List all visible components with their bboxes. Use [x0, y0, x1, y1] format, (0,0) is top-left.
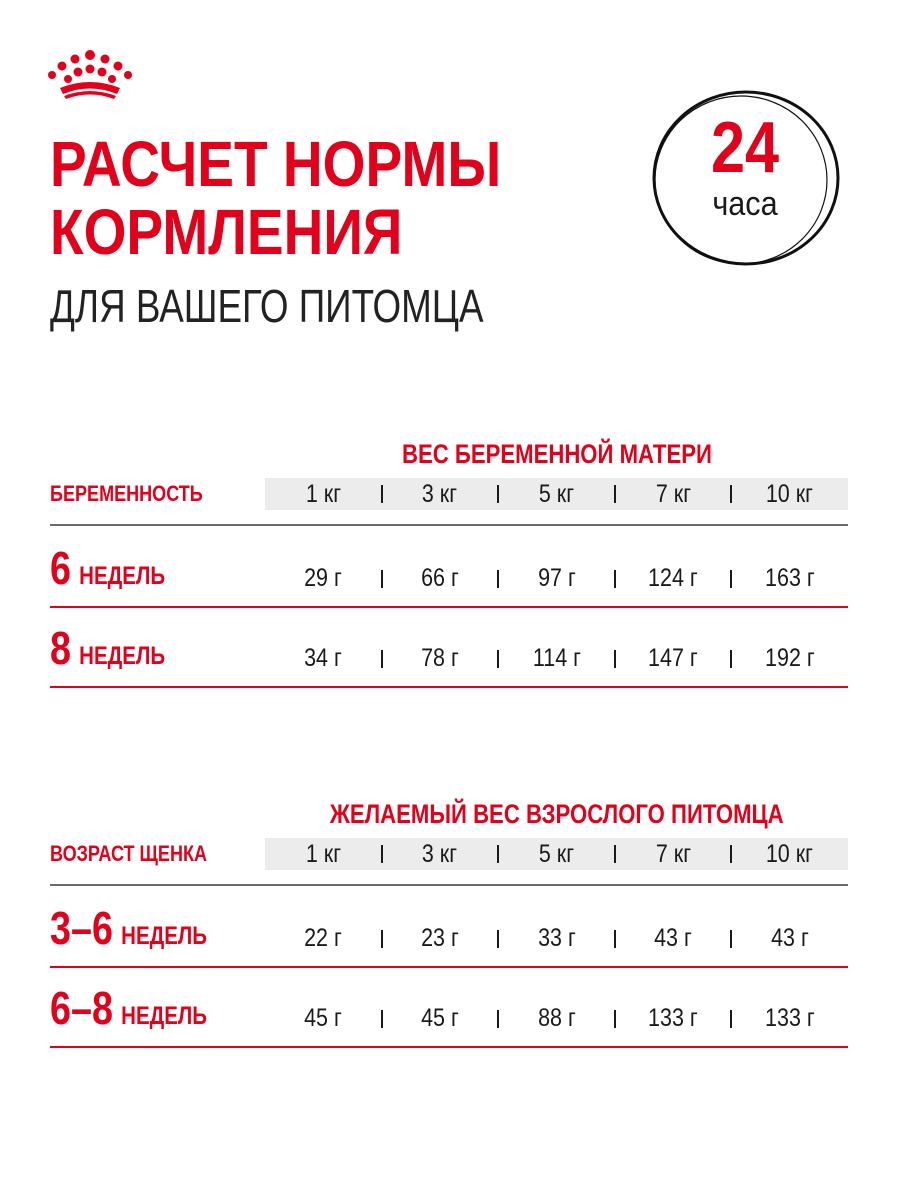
column-separator	[497, 485, 499, 503]
puppy-age-table	[50, 798, 848, 1058]
column-header: 5 кг	[538, 480, 575, 508]
column-separator	[381, 845, 383, 863]
row-header-label: БЕРЕМЕННОСТЬ	[50, 481, 203, 506]
row-label: 8 НЕДЕЛЬ	[50, 622, 166, 674]
row-values	[265, 642, 848, 674]
crown-icon	[44, 48, 136, 100]
row-divider	[50, 1046, 848, 1048]
row-label: 6 НЕДЕЛЬ	[50, 542, 166, 594]
table-cell: 124 г	[648, 564, 698, 592]
column-separator	[497, 570, 499, 588]
column-header: 3 кг	[422, 480, 458, 508]
column-separator	[614, 1010, 616, 1028]
column-header: 5 кг	[538, 840, 575, 868]
table-cell: 163 г	[764, 564, 815, 592]
badge-number: 24	[710, 108, 780, 188]
column-separator	[381, 1010, 383, 1028]
table-caption: ЖЕЛАЕМЫЙ ВЕС ВЗРОСЛОГО ПИТОМЦА	[329, 799, 784, 829]
row-values	[265, 922, 848, 954]
page-subtitle: ДЛЯ ВАШЕГО ПИТОМЦА	[50, 280, 484, 332]
column-separator	[614, 650, 616, 668]
column-headers	[265, 838, 848, 870]
column-separator	[497, 845, 499, 863]
table-cell: 192 г	[764, 644, 815, 672]
table-cell: 133 г	[764, 1004, 815, 1032]
row-label: 3–6 НЕДЕЛЬ	[50, 902, 208, 954]
table-cell: 23 г	[421, 924, 459, 952]
table-cell: 29 г	[304, 564, 343, 592]
column-separator	[614, 570, 616, 588]
column-header: 3 кг	[422, 840, 458, 868]
table-cell: 78 г	[421, 644, 459, 672]
table-cell: 88 г	[537, 1004, 576, 1032]
table-cell: 43 г	[654, 924, 692, 952]
row-header-label: ВОЗРАСТ ЩЕНКА	[50, 841, 208, 866]
table-cell: 147 г	[648, 644, 698, 672]
column-headers	[265, 478, 848, 510]
table-caption: ВЕС БЕРЕМЕННОЙ МАТЕРИ	[401, 439, 712, 469]
column-separator	[730, 570, 732, 588]
column-separator	[381, 930, 383, 948]
header-divider	[50, 524, 848, 526]
column-separator	[614, 485, 616, 503]
column-separator	[381, 650, 383, 668]
table-cell: 133 г	[648, 1004, 698, 1032]
table-cell: 43 г	[770, 924, 809, 952]
pregnancy-table	[50, 438, 848, 698]
column-separator	[614, 845, 616, 863]
row-divider	[50, 686, 848, 688]
table-cell: 22 г	[304, 924, 343, 952]
header-divider	[50, 884, 848, 886]
table-cell: 97 г	[537, 564, 576, 592]
table-cell: 45 г	[304, 1004, 343, 1032]
row-values	[265, 1002, 848, 1034]
column-header: 7 кг	[655, 840, 691, 868]
badge-unit: часа	[712, 185, 778, 223]
column-header: 10 кг	[766, 840, 814, 868]
column-header: 10 кг	[766, 480, 814, 508]
column-separator	[614, 930, 616, 948]
column-separator	[497, 650, 499, 668]
table-row	[50, 968, 848, 1048]
table-row	[50, 888, 848, 968]
column-separator	[497, 1010, 499, 1028]
table-cell: 45 г	[421, 1004, 459, 1032]
column-separator	[730, 845, 732, 863]
table-cell: 34 г	[304, 644, 343, 672]
column-separator	[381, 485, 383, 503]
title-line-1: РАСЧЕТ НОРМЫ	[50, 128, 502, 200]
column-separator	[730, 650, 732, 668]
row-label: 6–8 НЕДЕЛЬ	[50, 982, 208, 1034]
column-separator	[497, 930, 499, 948]
table-cell: 33 г	[537, 924, 576, 952]
column-separator	[730, 485, 732, 503]
column-separator	[730, 1010, 732, 1028]
column-separator	[381, 570, 383, 588]
table-row	[50, 528, 848, 608]
row-values	[265, 562, 848, 594]
column-header: 7 кг	[655, 480, 691, 508]
table-cell: 114 г	[532, 644, 581, 672]
column-header: 1 кг	[305, 480, 341, 508]
column-separator	[730, 930, 732, 948]
column-header: 1 кг	[305, 840, 341, 868]
title-line-2: КОРМЛЕНИЯ	[50, 196, 403, 268]
page-title	[50, 130, 501, 266]
table-row	[50, 608, 848, 688]
hours-badge	[650, 88, 840, 268]
table-cell: 66 г	[421, 564, 459, 592]
